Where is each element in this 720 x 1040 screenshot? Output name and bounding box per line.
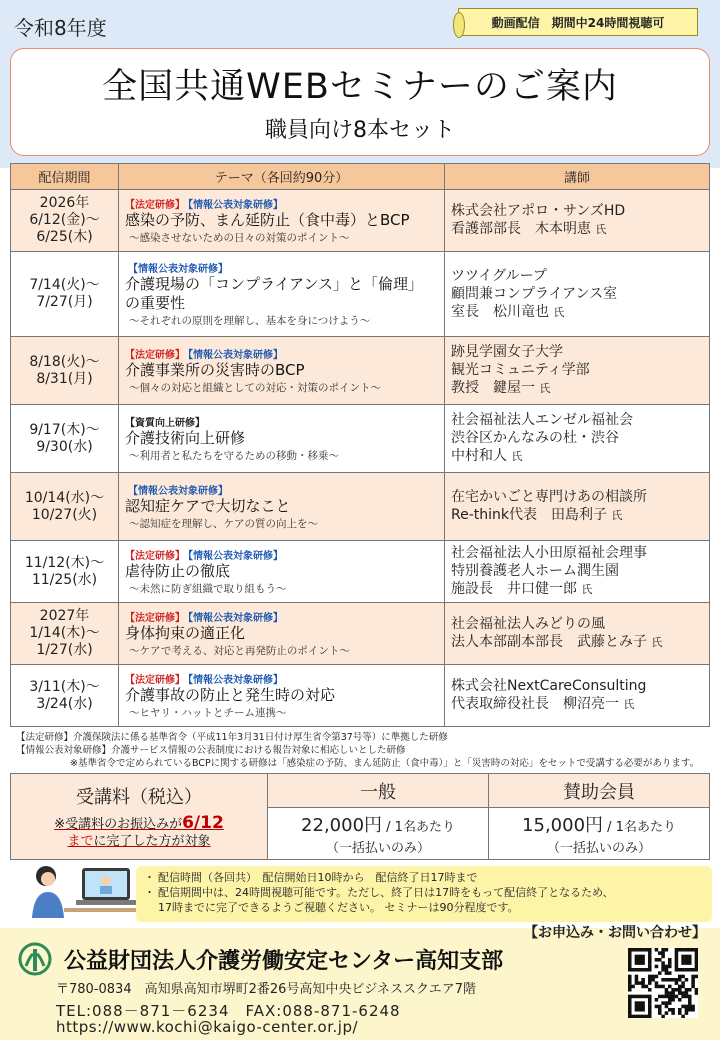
page-subtitle: 職員向け8本セット <box>265 118 455 143</box>
period-cell <box>11 252 119 337</box>
speaker-line <box>451 695 703 714</box>
period-cell <box>11 665 119 727</box>
theme-cell <box>119 473 445 541</box>
speaker-text: 観光コミュニティ学部 <box>451 362 590 378</box>
tag-public: 【情報公表対象研修】 <box>128 486 228 497</box>
period-line: 6/12(金)～ <box>29 212 100 228</box>
speaker-text: Re-think代表 田島利子 <box>451 507 607 523</box>
speaker-text: 法人本部副本部長 武藤とみ子 <box>451 634 647 650</box>
speaker-text: 施設長 井口健一郎 <box>451 581 577 597</box>
tag-line <box>125 547 438 562</box>
period-line: 1/14(木)～ <box>29 625 100 641</box>
theme-title: 認知症ケアで大切なこと <box>125 497 291 515</box>
period-line: 10/27(火) <box>31 506 98 523</box>
schedule-row <box>11 665 710 727</box>
theme-cell <box>119 252 445 337</box>
theme-subtitle: ～それぞれの原則を理解し、基本を身につけよう～ <box>129 315 371 327</box>
speaker-text: ツツイグループ <box>451 267 547 284</box>
speaker-text: 株式会社NextCareConsulting <box>451 678 647 694</box>
tag-public: 【情報公表対象研修】 <box>188 675 283 686</box>
speaker-text: 跡見学園女子大学 <box>451 344 563 360</box>
pc-user-illustration <box>24 862 144 918</box>
theme-title: 介護技術向上研修 <box>125 429 246 447</box>
speaker-line <box>451 562 703 580</box>
period-line: 8/31(月) <box>36 370 93 387</box>
fee-general-header: 一般 <box>268 774 489 808</box>
speaker-text: 室長 松川竜也 <box>451 303 549 320</box>
period-cell <box>11 473 119 541</box>
speaker-line <box>451 506 703 525</box>
honorific: 氏 <box>581 583 593 596</box>
tag-legal: 【法定研修】 <box>125 551 185 562</box>
organization-name: 公益財団法人介護労働安定センター高知支部 <box>64 949 504 974</box>
fee-member-header: 賛助会員 <box>489 774 710 808</box>
theme-subtitle: ～利用者と私たちを守るための移動・移乗～ <box>129 450 339 462</box>
speaker-text: 渋谷区かんなみの杜・渋谷 <box>451 430 619 446</box>
tag-public: 【情報公表対象研修】 <box>188 613 283 624</box>
speaker-cell <box>445 337 710 405</box>
speaker-text: 顧問兼コンプライアンス室 <box>451 285 618 302</box>
theme-title: 介護事故の防止と発生時の対応 <box>125 686 336 704</box>
period-line: 3/11(木)～ <box>29 678 100 695</box>
info-item: ・ 配信時間（各回共） 配信開始日10時から 配信終了日17時まで <box>146 870 702 885</box>
speaker-line <box>451 447 703 466</box>
speaker-line <box>451 411 703 429</box>
organization-logo-icon <box>18 942 52 976</box>
tag-legal: 【法定研修】 <box>125 200 185 211</box>
schedule-row <box>11 190 710 252</box>
tag-line <box>125 346 438 361</box>
fee-label-cell <box>11 774 268 860</box>
tag-public: 【情報公表対象研修】 <box>188 200 283 211</box>
honorific: 氏 <box>651 636 663 649</box>
honorific: 氏 <box>539 382 551 395</box>
info-item-cont: 17時までに完了できるようご視聴ください。 セミナーは90分程度です。 <box>158 901 519 914</box>
speaker-text: 看護部部長 木本明恵 <box>451 221 591 237</box>
theme-subtitle: ～感染させないための日々の対策のポイント～ <box>129 232 350 244</box>
note-legal: 【法定研修】介護保険法に係る基準省令（平成11年3月31日付け厚生省令第37号等）に準拠した研修 <box>16 732 448 743</box>
period-line: 11/25(水) <box>31 571 98 588</box>
theme-title: 介護現場の「コンプライアンス」と「倫理」 <box>125 275 424 293</box>
fee-member-price: 15,000円 <box>522 815 604 836</box>
theme-subtitle: ～未然に防ぎ組織で取り組もう～ <box>129 583 287 595</box>
speaker-cell <box>445 252 710 337</box>
contact-heading: 【お申込み・お問い合わせ】 <box>524 925 706 941</box>
title-box <box>10 48 710 156</box>
theme-cell <box>119 603 445 665</box>
period-cell <box>11 603 119 665</box>
tag-quality: 【資質向上研修】 <box>125 418 205 429</box>
schedule-header-row <box>11 164 710 190</box>
fee-general-lump: （一括払いのみ） <box>325 841 430 856</box>
theme-title: 虐待防止の徹底 <box>125 562 231 580</box>
fee-condition-pre: ※受講料のお振込みが <box>54 817 183 832</box>
speaker-text: 株式会社アポロ・サンズHD <box>451 203 626 219</box>
fee-general-cell <box>268 808 489 860</box>
honorific: 氏 <box>623 698 635 711</box>
period-line: 2026年 <box>39 195 90 211</box>
speaker-text: 代表取締役社長 柳沼亮一 <box>451 696 619 712</box>
period-cell <box>11 190 119 252</box>
period-line: 7/14(火)～ <box>29 277 100 293</box>
honorific: 氏 <box>611 509 623 522</box>
speaker-cell <box>445 665 710 727</box>
tag-line <box>125 482 438 497</box>
tag-legal: 【法定研修】 <box>125 350 185 361</box>
fee-member-per: / 1名あたり <box>603 820 676 835</box>
schedule-row <box>11 541 710 603</box>
tag-line <box>125 609 438 624</box>
tag-line <box>125 671 438 686</box>
streaming-banner: 動画配信 期間中24時間視聴可 <box>458 8 698 36</box>
fee-condition-post: に完了した方が対象 <box>93 834 211 849</box>
speaker-line <box>451 615 703 633</box>
speaker-text: 社会福祉法人みどりの風 <box>451 616 605 632</box>
schedule-row <box>11 603 710 665</box>
theme-subtitle: ～個々の対応と組織としての対応・対策のポイント～ <box>129 382 381 394</box>
period-line: 6/25(木) <box>36 229 93 245</box>
website-link[interactable]: https://www.kochi@kaigo-center.or.jp/ <box>56 1018 359 1036</box>
schedule-row <box>11 252 710 337</box>
speaker-line <box>451 202 703 220</box>
period-line: 8/18(火)～ <box>29 353 100 370</box>
speaker-line <box>451 429 703 447</box>
period-cell <box>11 337 119 405</box>
fee-member-lump: （一括払いのみ） <box>546 841 651 856</box>
note-public: 【情報公表対象研修】介護サービス情報の公表制度における報告対象に相応しいとした研修 <box>16 745 406 756</box>
schedule-table <box>10 163 710 727</box>
speaker-line <box>451 267 703 285</box>
theme-cell <box>119 337 445 405</box>
speaker-line <box>451 633 703 652</box>
tag-public: 【情報公表対象研修】 <box>188 350 283 361</box>
period-line: 9/17(木)～ <box>29 421 100 438</box>
schedule-row <box>11 405 710 473</box>
theme-cell <box>119 405 445 473</box>
tag-legal: 【法定研修】 <box>125 613 185 624</box>
period-line: 3/24(水) <box>36 695 93 712</box>
fee-general-price: 22,000円 <box>301 815 383 836</box>
speaker-text: 社会福祉法人小田原福祉会理事 <box>451 545 647 561</box>
info-item: ・ 配信期間中は、24時間視聴可能です。ただし、終了日は17時をもって配信終了となるため、 <box>146 885 702 900</box>
speaker-line <box>451 361 703 379</box>
notes <box>16 731 699 770</box>
note-bcp: ※基準省令で定められているBCPに関する研修は「感染症の予防、まん延防止（食中毒）」と「災害時の対応」をセットで受講する必要があります。 <box>70 758 700 769</box>
theme-cell <box>119 665 445 727</box>
phone-fax: TEL:088－871－6234 FAX:088-871-6248 <box>56 1002 401 1020</box>
speaker-line <box>451 379 703 398</box>
speaker-line <box>451 343 703 361</box>
speaker-line <box>451 677 703 695</box>
fee-condition <box>11 815 267 850</box>
honorific: 氏 <box>595 223 607 236</box>
theme-title: 感染の予防、まん延防止（食中毒）とBCP <box>125 211 410 229</box>
theme-cell <box>119 190 445 252</box>
speaker-cell <box>445 405 710 473</box>
fee-condition-mid: まで <box>67 834 94 849</box>
tag-line <box>125 196 438 211</box>
speaker-line <box>451 488 703 506</box>
speaker-line <box>451 220 703 239</box>
address: 〒780-0834 高知県高知市堺町2番26号高知中央ビジネススクエア7階 <box>56 982 477 997</box>
schedule-row <box>11 337 710 405</box>
fee-general-per: / 1名あたり <box>382 820 455 835</box>
theme-cell <box>119 541 445 603</box>
theme-title: 介護事業所の災害時のBCP <box>125 361 305 379</box>
tag-public: 【情報公表対象研修】 <box>128 264 228 275</box>
schedule-row <box>11 473 710 541</box>
honorific: 氏 <box>511 450 523 463</box>
theme-title: の重要性 <box>125 294 186 312</box>
tag-line <box>125 414 438 429</box>
honorific: 氏 <box>553 305 565 319</box>
fiscal-year: 令和8年度 <box>14 16 107 40</box>
column-header-period: 配信期間 <box>11 164 119 190</box>
column-header-theme: テーマ（各回約90分） <box>119 164 445 190</box>
speaker-text: 中村和人 <box>451 448 507 464</box>
tag-line <box>125 260 438 275</box>
period-line: 10/14(水)～ <box>24 489 105 506</box>
fee-member-cell <box>489 808 710 860</box>
speaker-cell <box>445 603 710 665</box>
period-line: 1/27(水) <box>36 642 93 658</box>
theme-title: 身体拘束の適正化 <box>125 624 246 642</box>
period-line: 9/30(水) <box>36 438 93 455</box>
tag-legal: 【法定研修】 <box>125 675 185 686</box>
speaker-line <box>451 303 703 322</box>
speaker-text: 在宅かいごと専門けあの相談所 <box>451 489 647 505</box>
period-line: 2027年 <box>39 608 90 624</box>
speaker-line <box>451 285 703 303</box>
theme-subtitle: ～ヒヤリ・ハットとチーム連携～ <box>129 707 287 719</box>
speaker-line <box>451 544 703 562</box>
period-cell <box>11 541 119 603</box>
speaker-text: 教授 鍵屋一 <box>451 380 535 396</box>
speaker-text: 社会福祉法人エンゼル福祉会 <box>451 412 633 428</box>
tag-public: 【情報公表対象研修】 <box>188 551 283 562</box>
fee-condition-date: 6/12 <box>182 813 224 833</box>
page-title: 全国共通WEBセミナーのご案内 <box>102 67 618 107</box>
column-header-speaker: 講師 <box>445 164 710 190</box>
fee-table <box>10 773 710 860</box>
period-line: 11/12(木)～ <box>24 554 105 571</box>
fee-label: 受講料（税込） <box>76 787 202 808</box>
footer <box>0 925 720 1040</box>
period-line: 7/27(月) <box>36 294 93 310</box>
speaker-cell <box>445 190 710 252</box>
theme-subtitle: ～ケアで考える、対応と再発防止のポイント～ <box>129 645 350 657</box>
speaker-line <box>451 580 703 599</box>
delivery-info <box>136 866 712 922</box>
speaker-text: 特別養護老人ホーム潤生園 <box>451 563 619 579</box>
period-cell <box>11 405 119 473</box>
theme-subtitle: ～認知症を理解し、ケアの質の向上を～ <box>129 518 318 530</box>
speaker-cell <box>445 541 710 603</box>
speaker-cell <box>445 473 710 541</box>
qr-code-icon[interactable] <box>628 948 698 1018</box>
